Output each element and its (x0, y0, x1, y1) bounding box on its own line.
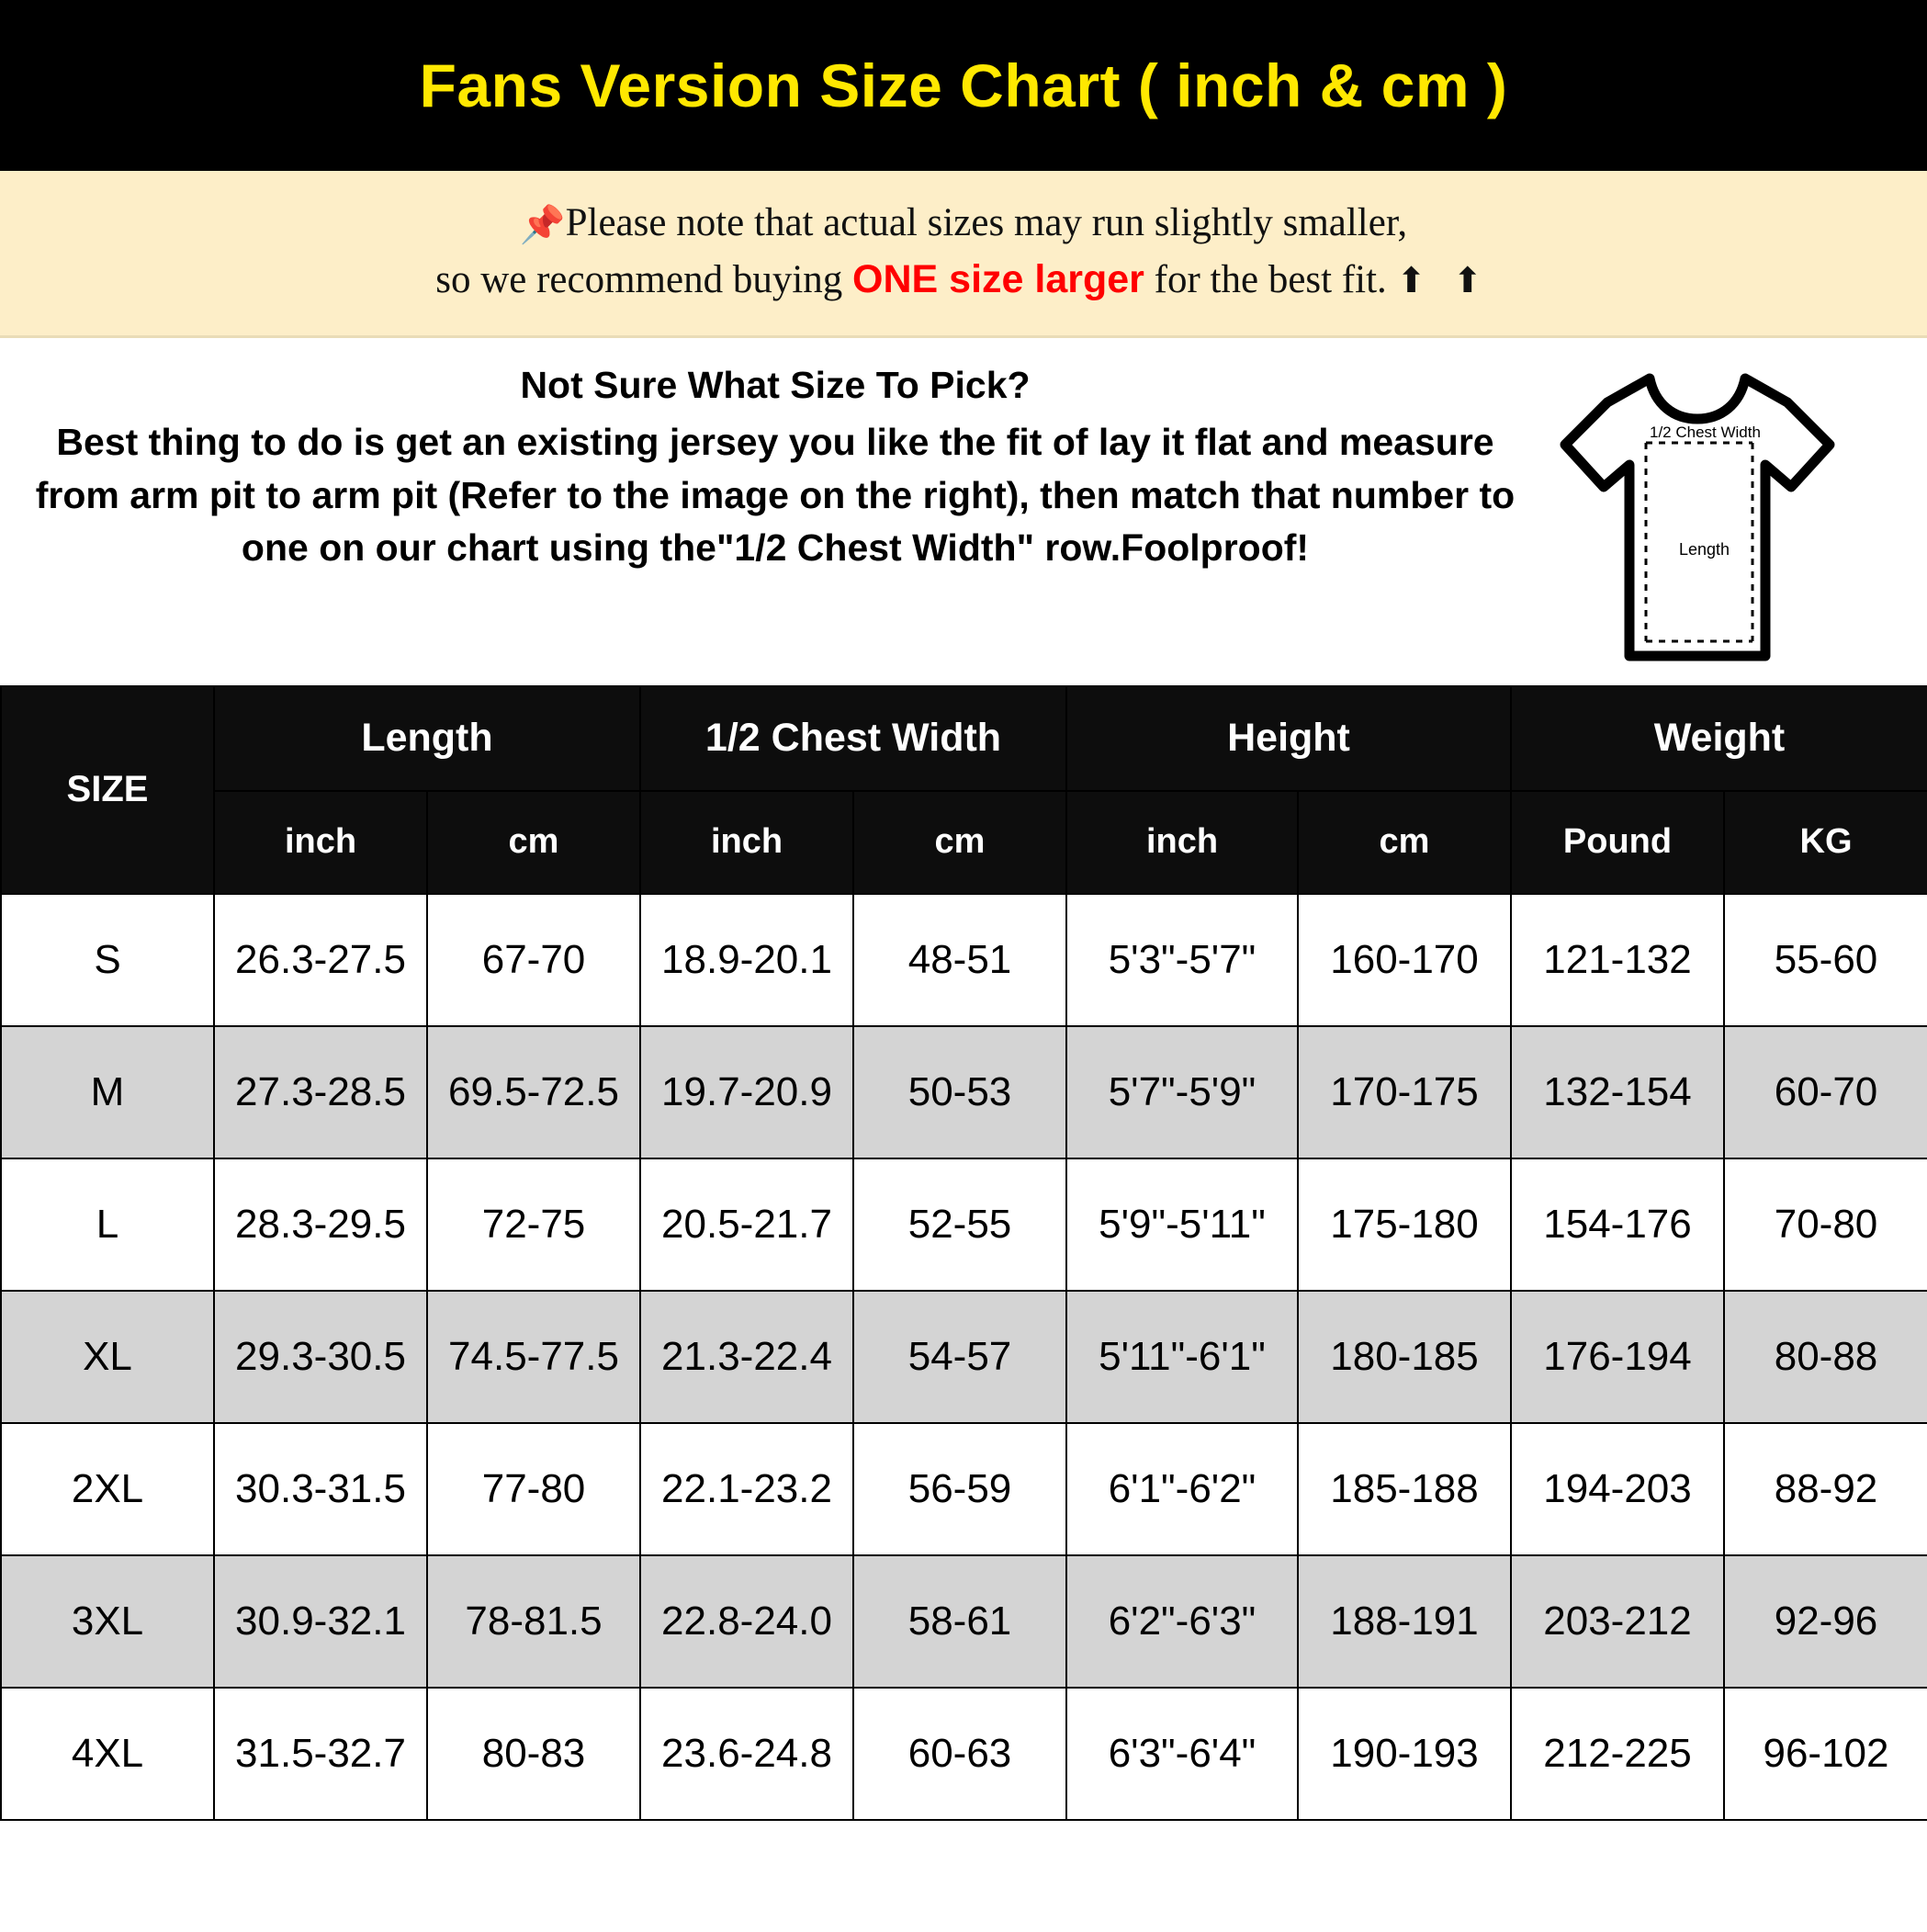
measurement-cell: 80-88 (1724, 1291, 1927, 1423)
length-label: Length (1679, 539, 1730, 559)
measurement-cell: 170-175 (1298, 1026, 1511, 1158)
header-unit-weight-kg: KG (1724, 791, 1927, 894)
chart-title-bar (0, 0, 1927, 171)
tshirt-icon (1550, 366, 1844, 669)
pushpin-icon: 📌 (519, 204, 566, 245)
page-title: Fans Version Size Chart ( inch & cm ) (419, 51, 1508, 119)
header-unit-length-inch: inch (214, 791, 427, 894)
measurement-cell: 50-53 (853, 1026, 1066, 1158)
note-line-1-text: Please note that actual sizes may run slightly smaller, (565, 201, 1408, 244)
measurement-cell: 19.7-20.9 (640, 1026, 853, 1158)
measurement-cell: 26.3-27.5 (214, 894, 427, 1026)
measurement-cell: 154-176 (1511, 1158, 1724, 1291)
measurement-cell: 28.3-29.5 (214, 1158, 427, 1291)
measurement-cell: 77-80 (427, 1423, 640, 1555)
header-unit-height-inch: inch (1066, 791, 1298, 894)
measurement-cell: 70-80 (1724, 1158, 1927, 1291)
up-arrows-icon: ⬆ ⬆ (1396, 261, 1492, 300)
advice-section (0, 338, 1927, 685)
measurement-cell: 5'7"-5'9" (1066, 1026, 1298, 1158)
chest-width-label: 1/2 Chest Width (1650, 423, 1761, 441)
measurement-cell: 190-193 (1298, 1688, 1511, 1820)
measurement-cell: 6'1"-6'2" (1066, 1423, 1298, 1555)
measurement-cell: 92-96 (1724, 1555, 1927, 1688)
measurement-cell: 69.5-72.5 (427, 1026, 640, 1158)
table-header-units (1, 791, 1927, 894)
measurement-cell: 121-132 (1511, 894, 1724, 1026)
measurement-cell: 88-92 (1724, 1423, 1927, 1555)
size-cell: XL (1, 1291, 214, 1423)
measurement-cell: 203-212 (1511, 1555, 1724, 1688)
measurement-cell: 72-75 (427, 1158, 640, 1291)
advice-body: Best thing to do is get an existing jersey you like the fit of lay it flat and measure from arm pit to arm pit (Refer to the image on the right), then match that number to one on our chart using the"1/2 Chest Width" row.Foolproof! (35, 421, 1516, 569)
measurement-cell: 160-170 (1298, 894, 1511, 1026)
table-row (1, 1688, 1927, 1820)
measurement-cell: 60-70 (1724, 1026, 1927, 1158)
table-row (1, 1423, 1927, 1555)
measurement-cell: 180-185 (1298, 1291, 1511, 1423)
measurement-cell: 20.5-21.7 (640, 1158, 853, 1291)
measurement-cell: 5'9"-5'11" (1066, 1158, 1298, 1291)
measurement-cell: 30.3-31.5 (214, 1423, 427, 1555)
header-unit-length-cm: cm (427, 791, 640, 894)
header-size: SIZE (1, 686, 214, 894)
measurement-cell: 175-180 (1298, 1158, 1511, 1291)
measurement-cell: 6'2"-6'3" (1066, 1555, 1298, 1688)
header-unit-weight-pound: Pound (1511, 791, 1724, 894)
measurement-cell: 22.1-23.2 (640, 1423, 853, 1555)
measurement-cell: 5'3"-5'7" (1066, 894, 1298, 1026)
measurement-cell: 132-154 (1511, 1026, 1724, 1158)
measurement-cell: 5'11"-6'1" (1066, 1291, 1298, 1423)
measurement-cell: 54-57 (853, 1291, 1066, 1423)
table-row (1, 894, 1927, 1026)
header-group-chest: 1/2 Chest Width (640, 686, 1066, 791)
measurement-cell: 31.5-32.7 (214, 1688, 427, 1820)
measurement-cell: 80-83 (427, 1688, 640, 1820)
measurement-cell: 60-63 (853, 1688, 1066, 1820)
measurement-cell: 29.3-30.5 (214, 1291, 427, 1423)
tshirt-diagram (1523, 360, 1909, 669)
advice-text-block (18, 360, 1523, 575)
measurement-cell: 176-194 (1511, 1291, 1724, 1423)
measurement-cell: 23.6-24.8 (640, 1688, 853, 1820)
size-note-band (0, 171, 1927, 338)
measurement-cell: 58-61 (853, 1555, 1066, 1688)
measurement-cell: 212-225 (1511, 1688, 1724, 1820)
header-unit-chest-cm: cm (853, 791, 1066, 894)
header-unit-chest-inch: inch (640, 791, 853, 894)
advice-heading: Not Sure What Size To Pick? (520, 363, 1031, 406)
measurement-cell: 185-188 (1298, 1423, 1511, 1555)
measurement-cell: 67-70 (427, 894, 640, 1026)
measurement-cell: 52-55 (853, 1158, 1066, 1291)
header-group-height: Height (1066, 686, 1511, 791)
measurement-cell: 55-60 (1724, 894, 1927, 1026)
measurement-cell: 56-59 (853, 1423, 1066, 1555)
table-row (1, 1555, 1927, 1688)
table-row (1, 1291, 1927, 1423)
measurement-cell: 194-203 (1511, 1423, 1724, 1555)
measurement-cell: 96-102 (1724, 1688, 1927, 1820)
table-header (1, 686, 1927, 894)
table-header-groups (1, 686, 1927, 791)
measurement-cell: 48-51 (853, 894, 1066, 1026)
table-body (1, 894, 1927, 1820)
table-row (1, 1026, 1927, 1158)
header-unit-height-cm: cm (1298, 791, 1511, 894)
measurement-cell: 30.9-32.1 (214, 1555, 427, 1688)
note-line-2-prefix: so we recommend buying (435, 257, 853, 301)
note-line-1 (37, 195, 1890, 252)
note-line-2-suffix: for the best fit. (1144, 257, 1397, 301)
size-cell: S (1, 894, 214, 1026)
header-group-length: Length (214, 686, 640, 791)
size-cell: L (1, 1158, 214, 1291)
note-line-2 (37, 252, 1890, 308)
size-cell: 4XL (1, 1688, 214, 1820)
header-group-weight: Weight (1511, 686, 1927, 791)
note-emphasis: ONE size larger (852, 256, 1144, 301)
measurement-cell: 6'3"-6'4" (1066, 1688, 1298, 1820)
size-table (0, 685, 1927, 1821)
size-cell: 3XL (1, 1555, 214, 1688)
measurement-cell: 27.3-28.5 (214, 1026, 427, 1158)
table-row (1, 1158, 1927, 1291)
measurement-cell: 78-81.5 (427, 1555, 640, 1688)
measurement-cell: 22.8-24.0 (640, 1555, 853, 1688)
measurement-cell: 18.9-20.1 (640, 894, 853, 1026)
size-cell: 2XL (1, 1423, 214, 1555)
measurement-cell: 21.3-22.4 (640, 1291, 853, 1423)
measurement-cell: 74.5-77.5 (427, 1291, 640, 1423)
size-cell: M (1, 1026, 214, 1158)
measurement-cell: 188-191 (1298, 1555, 1511, 1688)
